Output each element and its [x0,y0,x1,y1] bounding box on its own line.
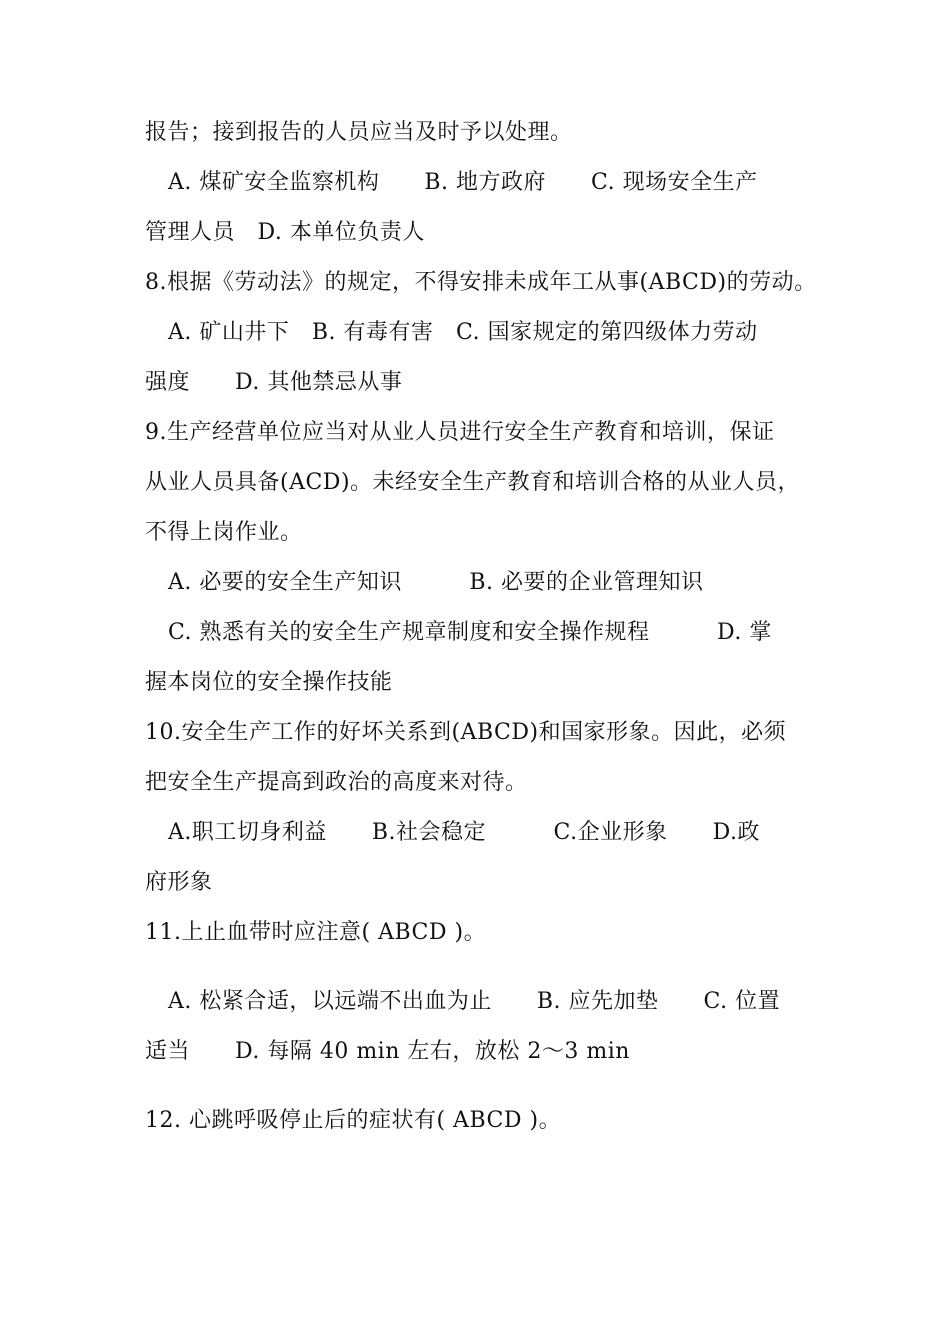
text-line: 从业人员具备(ACD)。未经安全生产教育和培训合格的从业人员， [145,470,801,495]
text-line: 不得上岗作业。 [145,520,303,545]
text-line: 府形象 [145,870,213,895]
question-12: 12. 心跳呼吸停止后的症状有( ABCD )。 [145,1108,562,1133]
option-line: A. 矿山井下 B. 有毒有害 C. 国家规定的第四级体力劳动 [168,320,758,345]
text-line: 管理人员 D. 本单位负责人 [145,220,425,245]
text-line: 把安全生产提高到政治的高度来对待。 [145,770,528,795]
option-line: A. 必要的安全生产知识 B. 必要的企业管理知识 [168,570,704,595]
question-10: 10.安全生产工作的好坏关系到(ABCD)和国家形象。因此，必须 [145,720,787,745]
option-line: C. 熟悉有关的安全生产规章制度和安全操作规程 D. 掌 [168,620,772,645]
question-11: 11.上止血带时应注意( ABCD )。 [145,920,487,945]
question-9: 9.生产经营单位应当对从业人员进行安全生产教育和培训，保证 [145,420,775,445]
text-line: 握本岗位的安全操作技能 [145,670,393,695]
option-line: A.职工切身利益 B.社会稳定 C.企业形象 D.政 [168,820,760,845]
text-line: 适当 D. 每隔 40 min 左右，放松 2～3 min [145,1039,630,1064]
option-line: A. 松紧合适，以远端不出血为止 B. 应先加垫 C. 位置 [168,989,781,1014]
text-line: 强度 D. 其他禁忌从事 [145,370,403,395]
text-line: 报告；接到报告的人员应当及时予以处理。 [145,120,573,145]
question-8: 8.根据《劳动法》的规定，不得安排未成年工从事(ABCD)的劳动。 [145,270,817,295]
option-line: A. 煤矿安全监察机构 B. 地方政府 C. 现场安全生产 [168,170,758,195]
